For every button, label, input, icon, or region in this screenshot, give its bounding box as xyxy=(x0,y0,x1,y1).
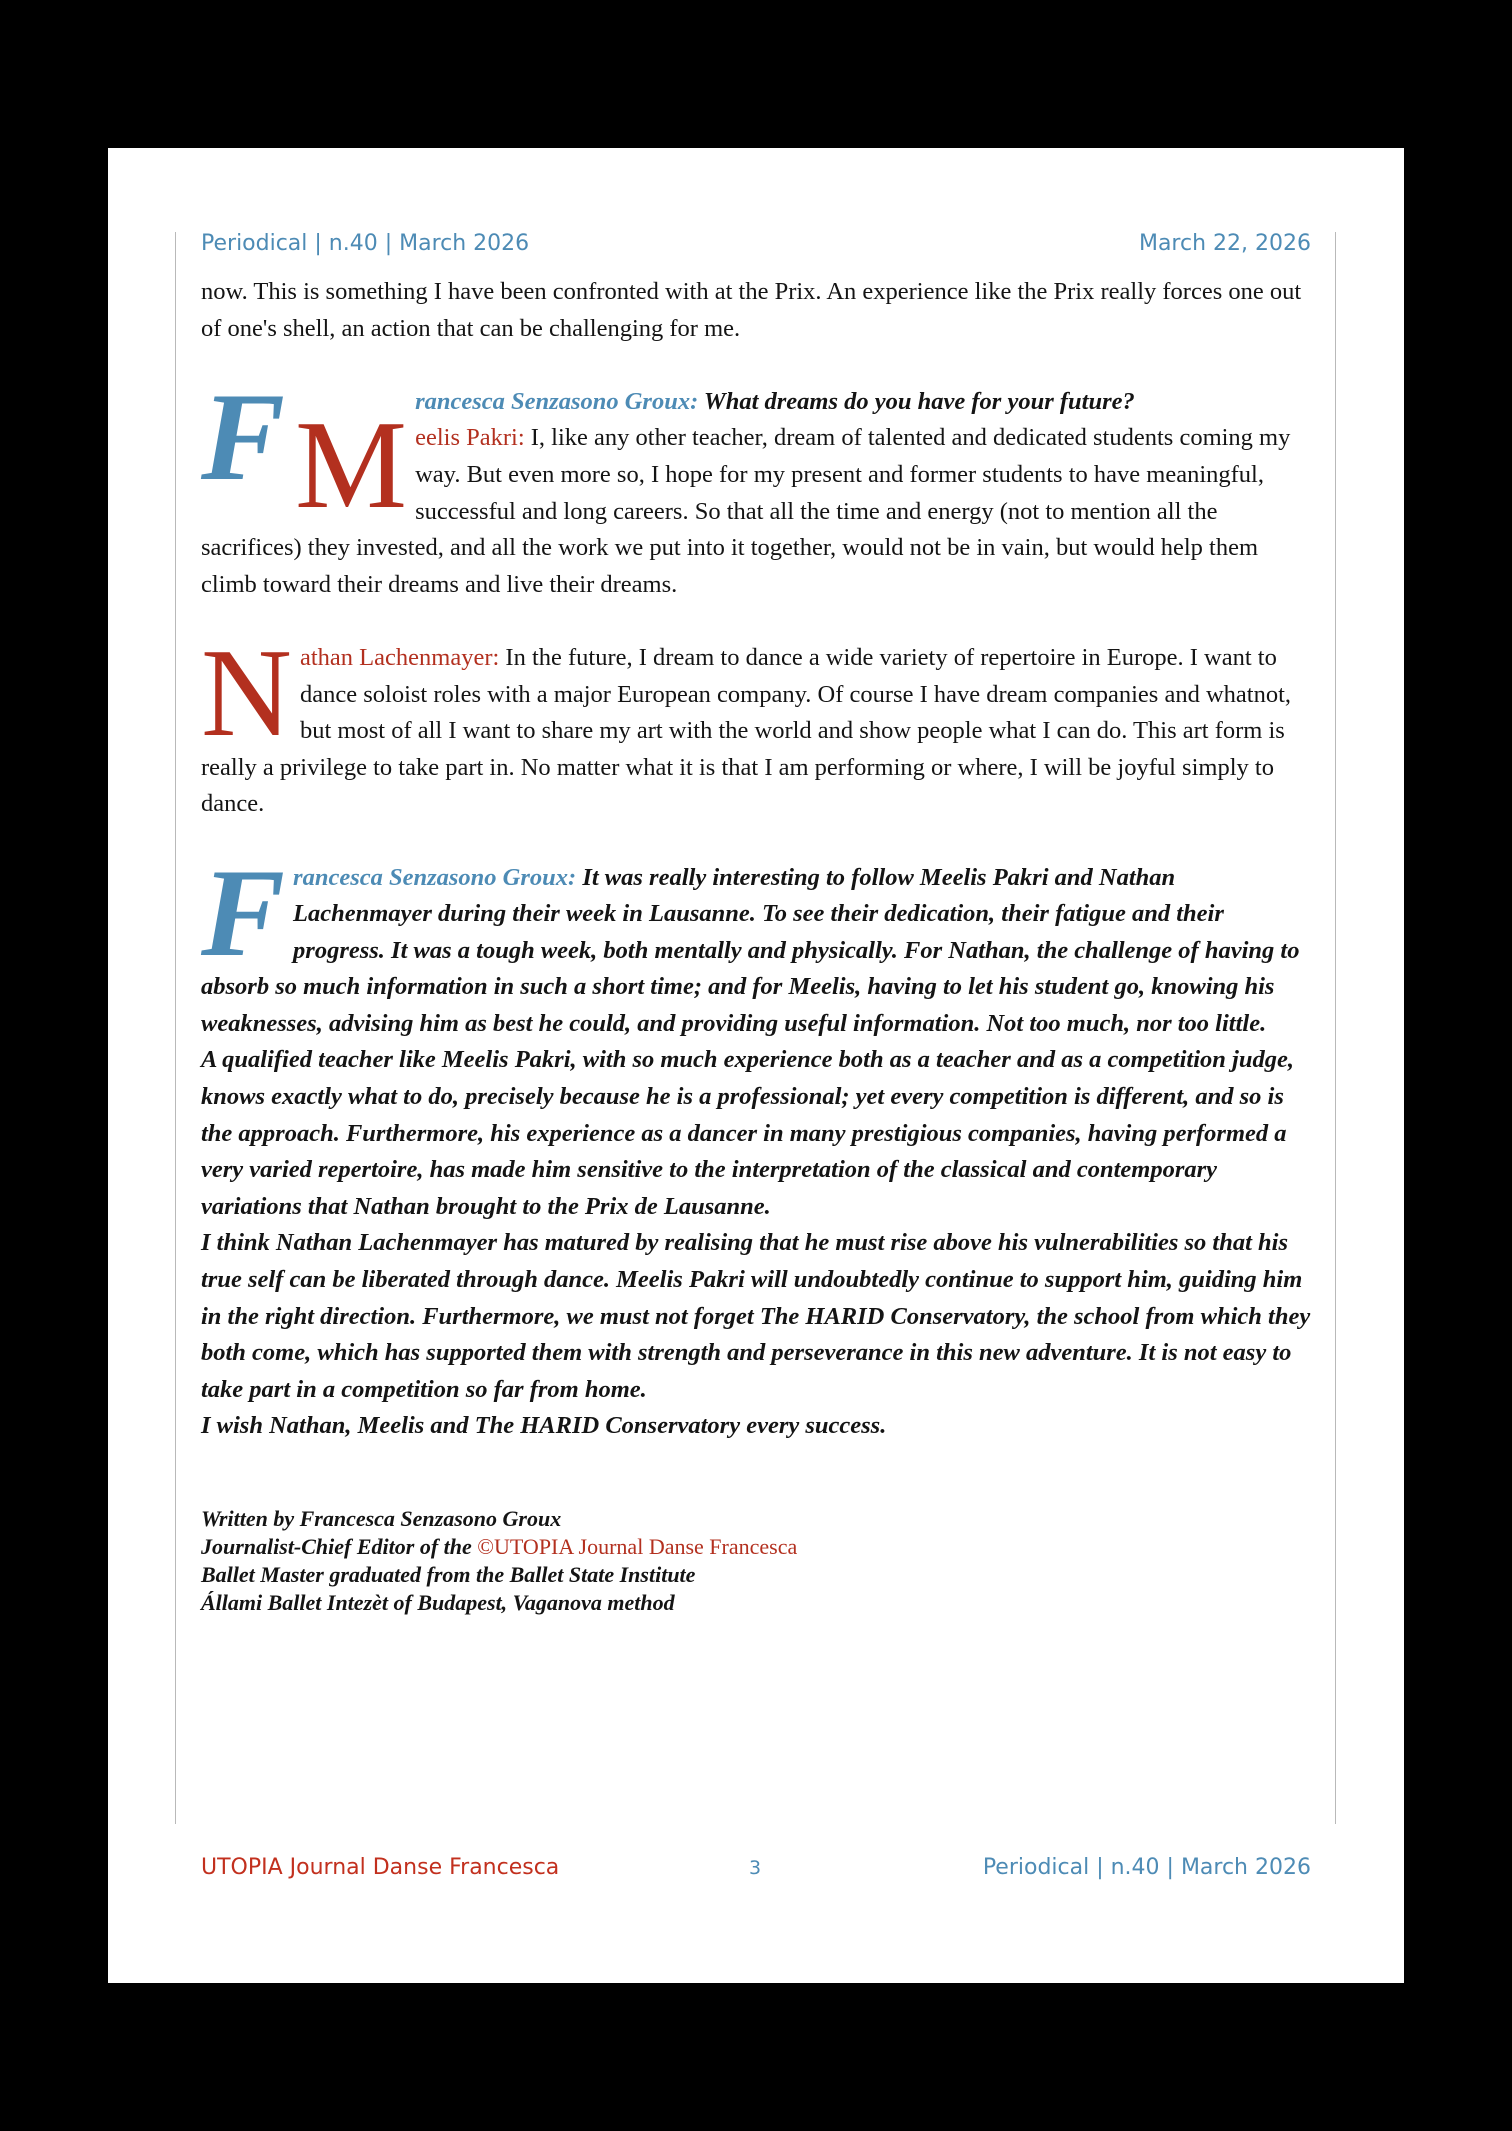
speaker-nathan: athan Lachenmayer: xyxy=(300,643,500,671)
signature-line-3: Ballet Master graduated from the Ballet State Institute xyxy=(201,1562,696,1587)
answer-nathan: In the future, I dream to dance a wide variety of repertoire in Europe. I want to dance soloist roles with a major European company. Of course I have dream companies and whatnot, but most of all I want to share my art with the world and show people what I can do. This art form is really a privilege to take part in. No matter what it is that I am performing or where, I will be joyful simply to dance. xyxy=(201,643,1292,818)
signature-line-1: Written by Francesca Senzasono Groux xyxy=(201,1506,562,1531)
closing-paragraph-3: I think Nathan Lachenmayer has matured by realising that he must rise above his vulnerabilities so that his true self can be liberated through dance. Meelis Pakri will undoubtedly continue to support him, guiding him in the right direction. Furthermore, we must not forget The HARID Conservatory, the school from which they both come, which has supported them with strength and perseverance in this new adventure. It is not easy to take part in a competition so far from home. xyxy=(201,1229,1311,1403)
question-block xyxy=(201,367,1313,604)
closing-block xyxy=(201,843,1313,1446)
page-number: 3 xyxy=(749,1857,762,1879)
article-body xyxy=(201,274,1313,1617)
page-footer xyxy=(201,1855,1311,1885)
dropcap-n: N xyxy=(201,623,292,763)
closing-paragraph-1: It was really interesting to follow Meelis Pakri and Nathan Lachenmayer during their week in Lausanne. To see their dedication, their fatigue and their progress. It was a tough week, both mentally and physically. For Nathan, the challenge of having to absorb so much information in such a short time; and for Meelis, having to let his student go, knowing his weaknesses, advising him as best he could, and providing useful information. Not too much, nor too little. xyxy=(201,863,1300,1037)
answer-meelis: I, like any other teacher, dream of talented and dedicated students coming my way. But even more so, I hope for my present and former students to have meaningful, successful and long careers. So that all the time and energy (not to mention all the sacrifices) they invested, and all the work we put into it together, would not be in vain, but would help them climb toward their dreams and live their dreams. xyxy=(201,424,1291,598)
interviewer-name-closing: rancesca Senzasono Groux: xyxy=(293,863,577,891)
signature-line-4: Állami Ballet Intezèt of Budapest, Vaganova method xyxy=(201,1590,675,1615)
left-margin-rule xyxy=(175,232,176,1824)
dropcap-f: F xyxy=(201,367,286,507)
interviewer-name: rancesca Senzasono Groux: xyxy=(415,387,699,415)
answer-block-nathan xyxy=(201,623,1313,823)
footer-periodical: Periodical | n.40 | March 2026 xyxy=(982,1855,1311,1880)
document-page xyxy=(108,148,1404,1983)
speaker-meelis: eelis Pakri: xyxy=(415,424,525,452)
closing-paragraph-4: I wish Nathan, Meelis and The HARID Conservatory every success. xyxy=(201,1412,887,1440)
interview-question: What dreams do you have for your future? xyxy=(698,387,1135,415)
signature-line-2: Journalist-Chief Editor of the xyxy=(201,1534,478,1559)
intro-paragraph: now. This is something I have been confronted with at the Prix. An experience like the Prix really forces one out of one's shell, an action that can be challenging for me. xyxy=(201,278,1302,342)
footer-journal-name: UTOPIA Journal Danse Francesca xyxy=(201,1855,560,1880)
dropcap-f-closing: F xyxy=(201,843,286,983)
right-margin-rule xyxy=(1335,232,1336,1824)
journal-link[interactable]: ©UTOPIA Journal Danse Francesca xyxy=(477,1534,798,1559)
header-date: March 22, 2026 xyxy=(1138,231,1311,256)
dropcap-m: M xyxy=(295,395,408,535)
header-periodical: Periodical | n.40 | March 2026 xyxy=(201,231,530,256)
page-header xyxy=(201,231,1311,261)
signature-block xyxy=(201,1505,1313,1617)
closing-paragraph-2: A qualified teacher like Meelis Pakri, with so much experience both as a teacher and as a competition judge, knows exactly what to do, precisely because he is a professional; yet every competition is different, and so is the approach. Furthermore, his experience as a dancer in many prestigious companies, having performed a very varied repertoire, has made him sensitive to the interpretation of the classical and contemporary variations that Nathan brought to the Prix de Lausanne. xyxy=(201,1046,1294,1220)
